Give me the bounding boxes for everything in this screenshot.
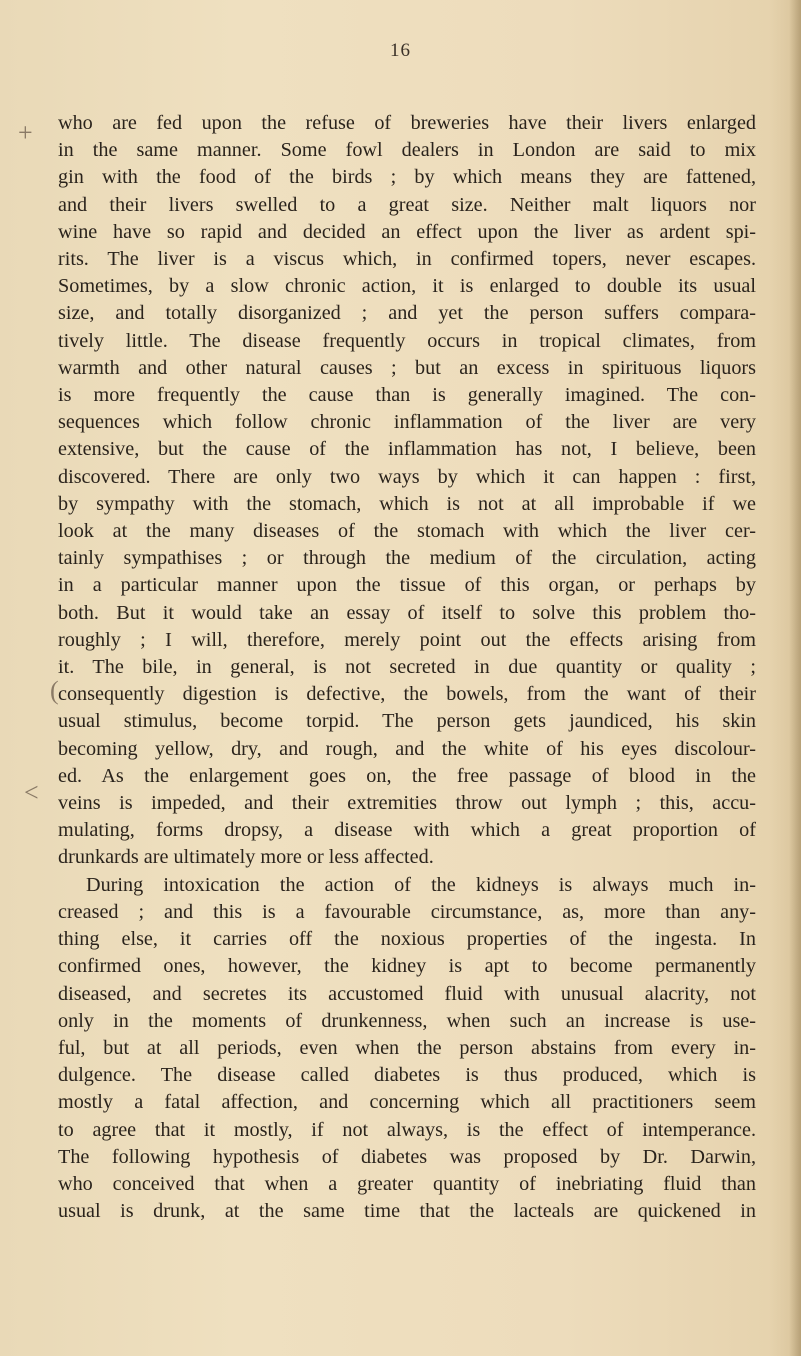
text-line: to agree that it mostly, if not always, is the effect of intemperance.: [58, 1118, 756, 1141]
text-line: dulgence. The disease called diabetes is thus produced, which is: [58, 1064, 756, 1087]
margin-pencil-mark-cross: +: [18, 118, 33, 147]
page-edge-shadow: [789, 0, 801, 1356]
text-line: usual stimulus, become torpid. The person gets jaundiced, his skin: [58, 710, 756, 733]
text-line: becoming yellow, dry, and rough, and the white of his eyes discolour-: [58, 737, 756, 760]
text-line: who are fed upon the refuse of breweries have their livers enlarged: [58, 112, 756, 134]
text-line: roughly ; I will, therefore, merely point out the effects arising from: [58, 628, 756, 651]
text-line: confirmed ones, however, the kidney is apt to become permanently: [58, 955, 756, 978]
text-line-paragraph-end: drunkards are ultimately more or less affected.: [58, 846, 434, 869]
text-line: discovered. There are only two ways by which it can happen : first,: [58, 465, 756, 488]
text-line: who conceived that when a greater quantity of inebriating fluid than: [58, 1172, 756, 1195]
text-line: The following hypothesis of diabetes was proposed by Dr. Darwin,: [58, 1145, 756, 1168]
text-line: tively little. The disease frequently occurs in tropical climates, from: [58, 329, 756, 352]
text-line: is more frequently the cause than is generally imagined. The con-: [58, 384, 756, 407]
text-line: creased ; and this is a favourable circumstance, as, more than any-: [58, 900, 756, 923]
text-line: usual is drunk, at the same time that the lacteals are quickened in: [58, 1200, 756, 1223]
text-line: diseased, and secretes its accustomed fluid with unusual alacrity, not: [58, 982, 756, 1005]
text-line: by sympathy with the stomach, which is not at all improbable if we: [58, 492, 756, 515]
page-number: 16: [390, 40, 411, 61]
text-line: warmth and other natural causes ; but an excess in spirituous liquors: [58, 356, 756, 379]
text-line: extensive, but the cause of the inflammation has not, I believe, been: [58, 438, 756, 461]
text-line: consequently digestion is defective, the bowels, from the want of their: [58, 683, 756, 706]
text-line: veins is impeded, and their extremities throw out lymph ; this, accu-: [58, 792, 756, 815]
margin-pencil-mark-arrow: <: [24, 778, 39, 807]
body-text: [58, 110, 756, 1225]
margin-pencil-mark-bracket: (: [50, 676, 59, 705]
text-line: only in the moments of drunkenness, when such an increase is use-: [58, 1009, 756, 1032]
text-line: thing else, it carries off the noxious properties of the ingesta. In: [58, 928, 756, 951]
text-line: rits. The liver is a viscus which, in confirmed topers, never escapes.: [58, 248, 756, 271]
text-line-paragraph-start: During intoxication the action of the kidneys is always much in-: [86, 873, 756, 896]
text-line: ed. As the enlargement goes on, the free passage of blood in the: [58, 764, 756, 787]
text-line: sequences which follow chronic inflammation of the liver are very: [58, 411, 756, 434]
text-line: size, and totally disorganized ; and yet the person suffers compara-: [58, 302, 756, 325]
text-line: in the same manner. Some fowl dealers in London are said to mix: [58, 139, 756, 162]
text-line: it. The bile, in general, is not secreted in due quantity or quality ;: [58, 656, 756, 679]
text-line: gin with the food of the birds ; by which means they are fattened,: [58, 166, 756, 189]
text-line: in a particular manner upon the tissue of this organ, or perhaps by: [58, 574, 756, 597]
text-line: and their livers swelled to a great size. Neither malt liquors nor: [58, 193, 756, 216]
text-line: look at the many diseases of the stomach with which the liver cer-: [58, 520, 756, 543]
text-line: tainly sympathises ; or through the medium of the circulation, acting: [58, 547, 756, 570]
text-line: mostly a fatal affection, and concerning which all practitioners seem: [58, 1091, 756, 1114]
text-line: mulating, forms dropsy, a disease with which a great proportion of: [58, 819, 756, 842]
text-line: wine have so rapid and decided an effect upon the liver as ardent spi-: [58, 220, 756, 243]
text-line: Sometimes, by a slow chronic action, it is enlarged to double its usual: [58, 275, 756, 298]
text-line: both. But it would take an essay of itself to solve this problem tho-: [58, 601, 756, 624]
text-line: ful, but at all periods, even when the person abstains from every in-: [58, 1036, 756, 1059]
